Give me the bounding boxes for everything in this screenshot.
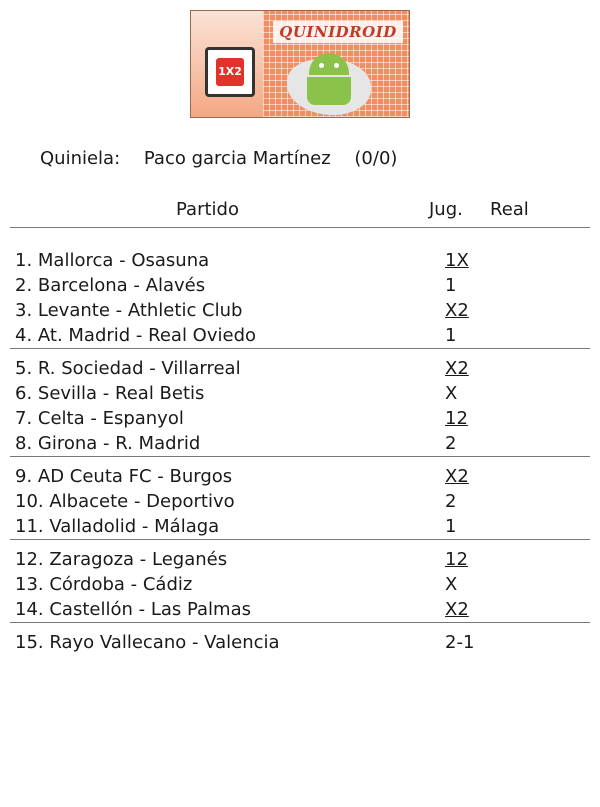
match-name: 9. AD Ceuta FC - Burgos: [15, 466, 233, 487]
match-name: 10. Albacete - Deportivo: [15, 491, 235, 512]
match-name: 15. Rayo Vallecano - Valencia: [15, 632, 280, 653]
match-row[interactable]: [15, 630, 575, 655]
bet-value: 2-1: [445, 632, 475, 653]
android-robot-icon: [299, 49, 359, 111]
bet-value: X2: [445, 358, 469, 379]
bet-value: X2: [445, 466, 469, 487]
bet-value: X2: [445, 599, 469, 620]
player-name: Paco garcia Martínez: [143, 148, 331, 169]
bet-value: 12: [445, 549, 468, 570]
match-name: 12. Zaragoza - Leganés: [15, 549, 228, 570]
group-divider: [10, 456, 590, 457]
match-row[interactable]: [15, 547, 575, 572]
bet-value: X: [445, 574, 458, 595]
column-header-match: Partido: [176, 199, 239, 220]
match-name: 13. Córdoba - Cádiz: [15, 574, 193, 595]
logo-brand-text: QUINIDROID: [273, 21, 403, 43]
bet-value: X: [445, 383, 458, 404]
match-name: 8. Girona - R. Madrid: [15, 433, 201, 454]
robot-head: [309, 53, 349, 75]
quiniela-label: Quiniela:: [40, 148, 121, 169]
bet-value: 1X: [445, 250, 469, 271]
bet-value: 1: [445, 275, 457, 296]
bet-value: 1: [445, 516, 457, 537]
player-score: (0/0): [354, 148, 398, 169]
bet-value: 2: [445, 433, 457, 454]
match-name: 14. Castellón - Las Palmas: [15, 599, 251, 620]
match-row[interactable]: [15, 248, 575, 273]
match-name: 7. Celta - Espanyol: [15, 408, 184, 429]
quiniela-player-line: [40, 148, 403, 169]
match-row[interactable]: [15, 298, 575, 323]
match-name: 5. R. Sociedad - Villarreal: [15, 358, 241, 379]
bet-value: X2: [445, 300, 469, 321]
match-row[interactable]: [15, 273, 575, 298]
column-header-bet: Jug.: [429, 199, 463, 220]
match-row[interactable]: [15, 381, 575, 406]
dice-face: 1X2: [216, 58, 244, 86]
robot-eye-left: [319, 63, 324, 68]
bet-value: 12: [445, 408, 468, 429]
match-name: 2. Barcelona - Alavés: [15, 275, 206, 296]
robot-eye-right: [334, 63, 339, 68]
match-name: 1. Mallorca - Osasuna: [15, 250, 210, 271]
bet-value: 2: [445, 491, 457, 512]
match-row[interactable]: [15, 323, 575, 348]
logo-left-panel: [191, 11, 263, 117]
match-row[interactable]: [15, 489, 575, 514]
header-divider: [10, 227, 590, 228]
match-name: 11. Valladolid - Málaga: [15, 516, 220, 537]
group-divider: [10, 539, 590, 540]
quinidroid-logo: [190, 10, 410, 118]
group-divider: [10, 348, 590, 349]
match-row[interactable]: [15, 597, 575, 622]
match-row[interactable]: [15, 356, 575, 381]
match-row[interactable]: [15, 464, 575, 489]
match-row[interactable]: [15, 514, 575, 539]
group-divider: [10, 622, 590, 623]
bet-value: 1: [445, 325, 457, 346]
match-name: 6. Sevilla - Real Betis: [15, 383, 205, 404]
match-row[interactable]: [15, 406, 575, 431]
match-name: 3. Levante - Athletic Club: [15, 300, 243, 321]
match-row[interactable]: [15, 431, 575, 456]
robot-body: [307, 77, 351, 105]
dice-icon: [205, 47, 255, 97]
column-header-real: Real: [490, 199, 529, 220]
match-name: 4. At. Madrid - Real Oviedo: [15, 325, 257, 346]
match-row[interactable]: [15, 572, 575, 597]
